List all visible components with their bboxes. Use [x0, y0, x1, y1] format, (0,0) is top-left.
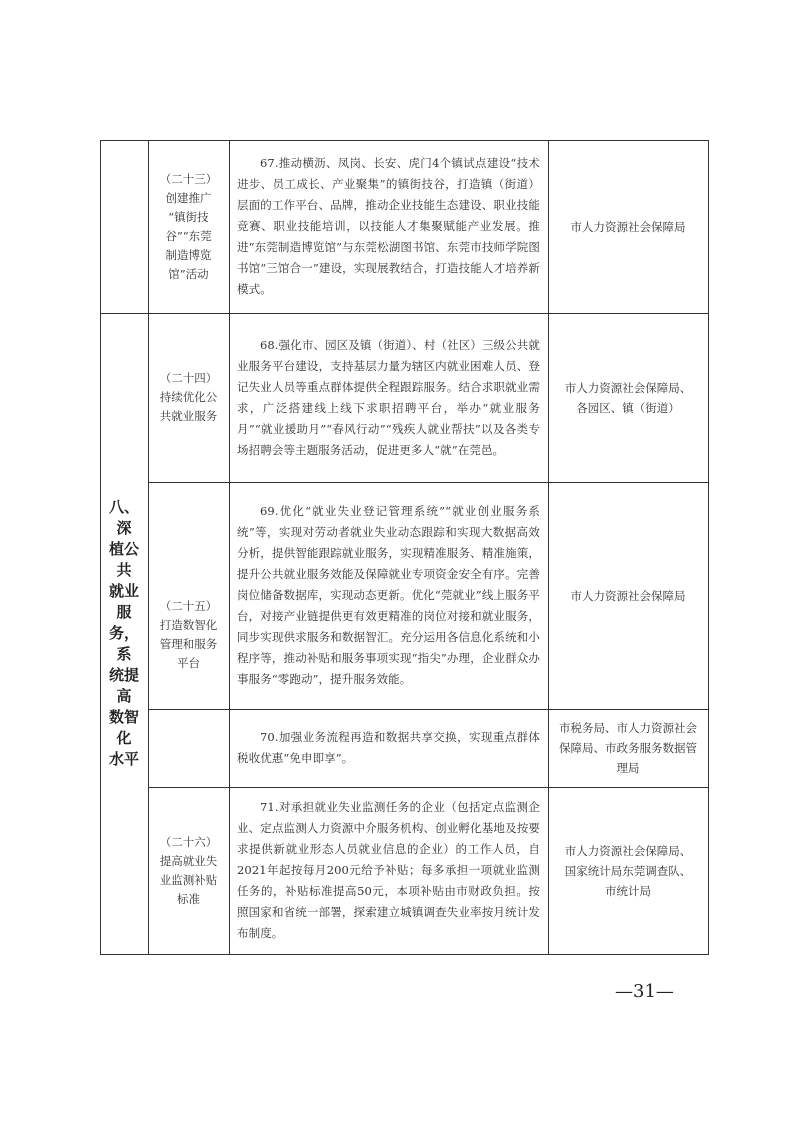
responsible-cell: 市税务局、市人力资源社会 保障局、市政务服务数据管 理局 [559, 721, 697, 775]
measure-text: 67.推动横沥、凤岗、长安、虎门4个镇试点建设“技术进步、员工成长、产业聚集”的镇街技谷，打造镇（街道）层面的工作平台、品牌，推动企业技能生态建设、职业技能竞赛、职业技能培训，以技能人才集聚赋能产业发展。推进“东莞制造博览馆”与东莞松湖图书馆、东莞市技师学院图书馆“三馆合一”建设，实现展教结合，打造技能人才培养新模式。 [237, 156, 540, 296]
responsible-cell: 市人力资源社会保障局 [570, 219, 686, 234]
page-number: —31— [615, 981, 674, 1002]
measure-cell [229, 313, 548, 482]
category-cell: 八、深 植公共 就业服 务，系 统提高 数智化 水平 [108, 498, 139, 768]
table-bottom-border [100, 954, 709, 955]
table-right-border [708, 140, 709, 955]
task-cell: （二十六） 提高就业失 业监测补贴 标准 [159, 834, 218, 906]
measure-cell [229, 787, 548, 954]
measure-cell [229, 709, 548, 787]
task-cell: （二十五） 打造数智化 管理和服务 平台 [159, 598, 218, 670]
measure-cell [229, 482, 548, 709]
measure-cell [229, 140, 548, 313]
measure-text: 68.强化市、园区及镇（街道）、村（社区）三级公共就业服务平台建设，支持基层力量为辖区内就业困难人员、登记失业人员等重点群体提供全程跟踪服务。结合求职就业需求，广泛搭建线上线下求职招聘平台，举办“就业服务月”“就业援助月”“春风行动”“残疾人就业帮扶”以及各类专场招聘会等主题服务活动，促进更多人“就”在莞邑。 [237, 337, 540, 457]
responsible-cell: 市人力资源社会保障局、 各园区、镇（街道） [564, 380, 692, 415]
measure-text: 69.优化“就业失业登记管理系统”“就业创业服务系统”等，实现对劳动者就业失业动态跟踪和实现大数据高效分析，提供智能跟踪就业服务，实现精准服务、精准施策，提升公共就业服务效能及保障就业专项资金安全有序。完善岗位储备数据库，实现动态更新。优化“莞就业”线上服务平台，对接产业链提供更有效更精准的岗位对接和就业服务，同步实现供求服务和数据智汇。充分运用各信息化系统和小程序等，推动补贴和服务事项实现“指尖”办理，企业群众办事服务“零跑动”，提升服务效能。 [237, 504, 540, 686]
responsible-cell: 市人力资源社会保障局、 国家统计局东莞调查队、 市统计局 [564, 843, 692, 898]
measure-text: 70.加强业务流程再造和数据共享交换，实现重点群体税收优惠“免申即享”。 [237, 730, 540, 765]
responsible-cell: 市人力资源社会保障局 [570, 588, 686, 603]
task-cell: （二十四） 持续优化公 共就业服务 [159, 371, 218, 423]
measure-text: 71.对承担就业失业监测任务的企业（包括定点监测企业、定点监测人力资源中介服务机构、创业孵化基地及按要求提供新就业形态人员就业信息的企业）的工作人员，自2021年起按每月200元给予补贴；每多承担一项就业监测任务的，补贴标准提高50元，本项补贴由市财政负担。按照国家和省统一部署，探索建立城镇调查失业率按月统计发布制度。 [237, 800, 540, 940]
task-cell: （二十三） 创建推广 “镇街技 谷”“东莞 制造博览 馆”活动 [159, 171, 218, 281]
